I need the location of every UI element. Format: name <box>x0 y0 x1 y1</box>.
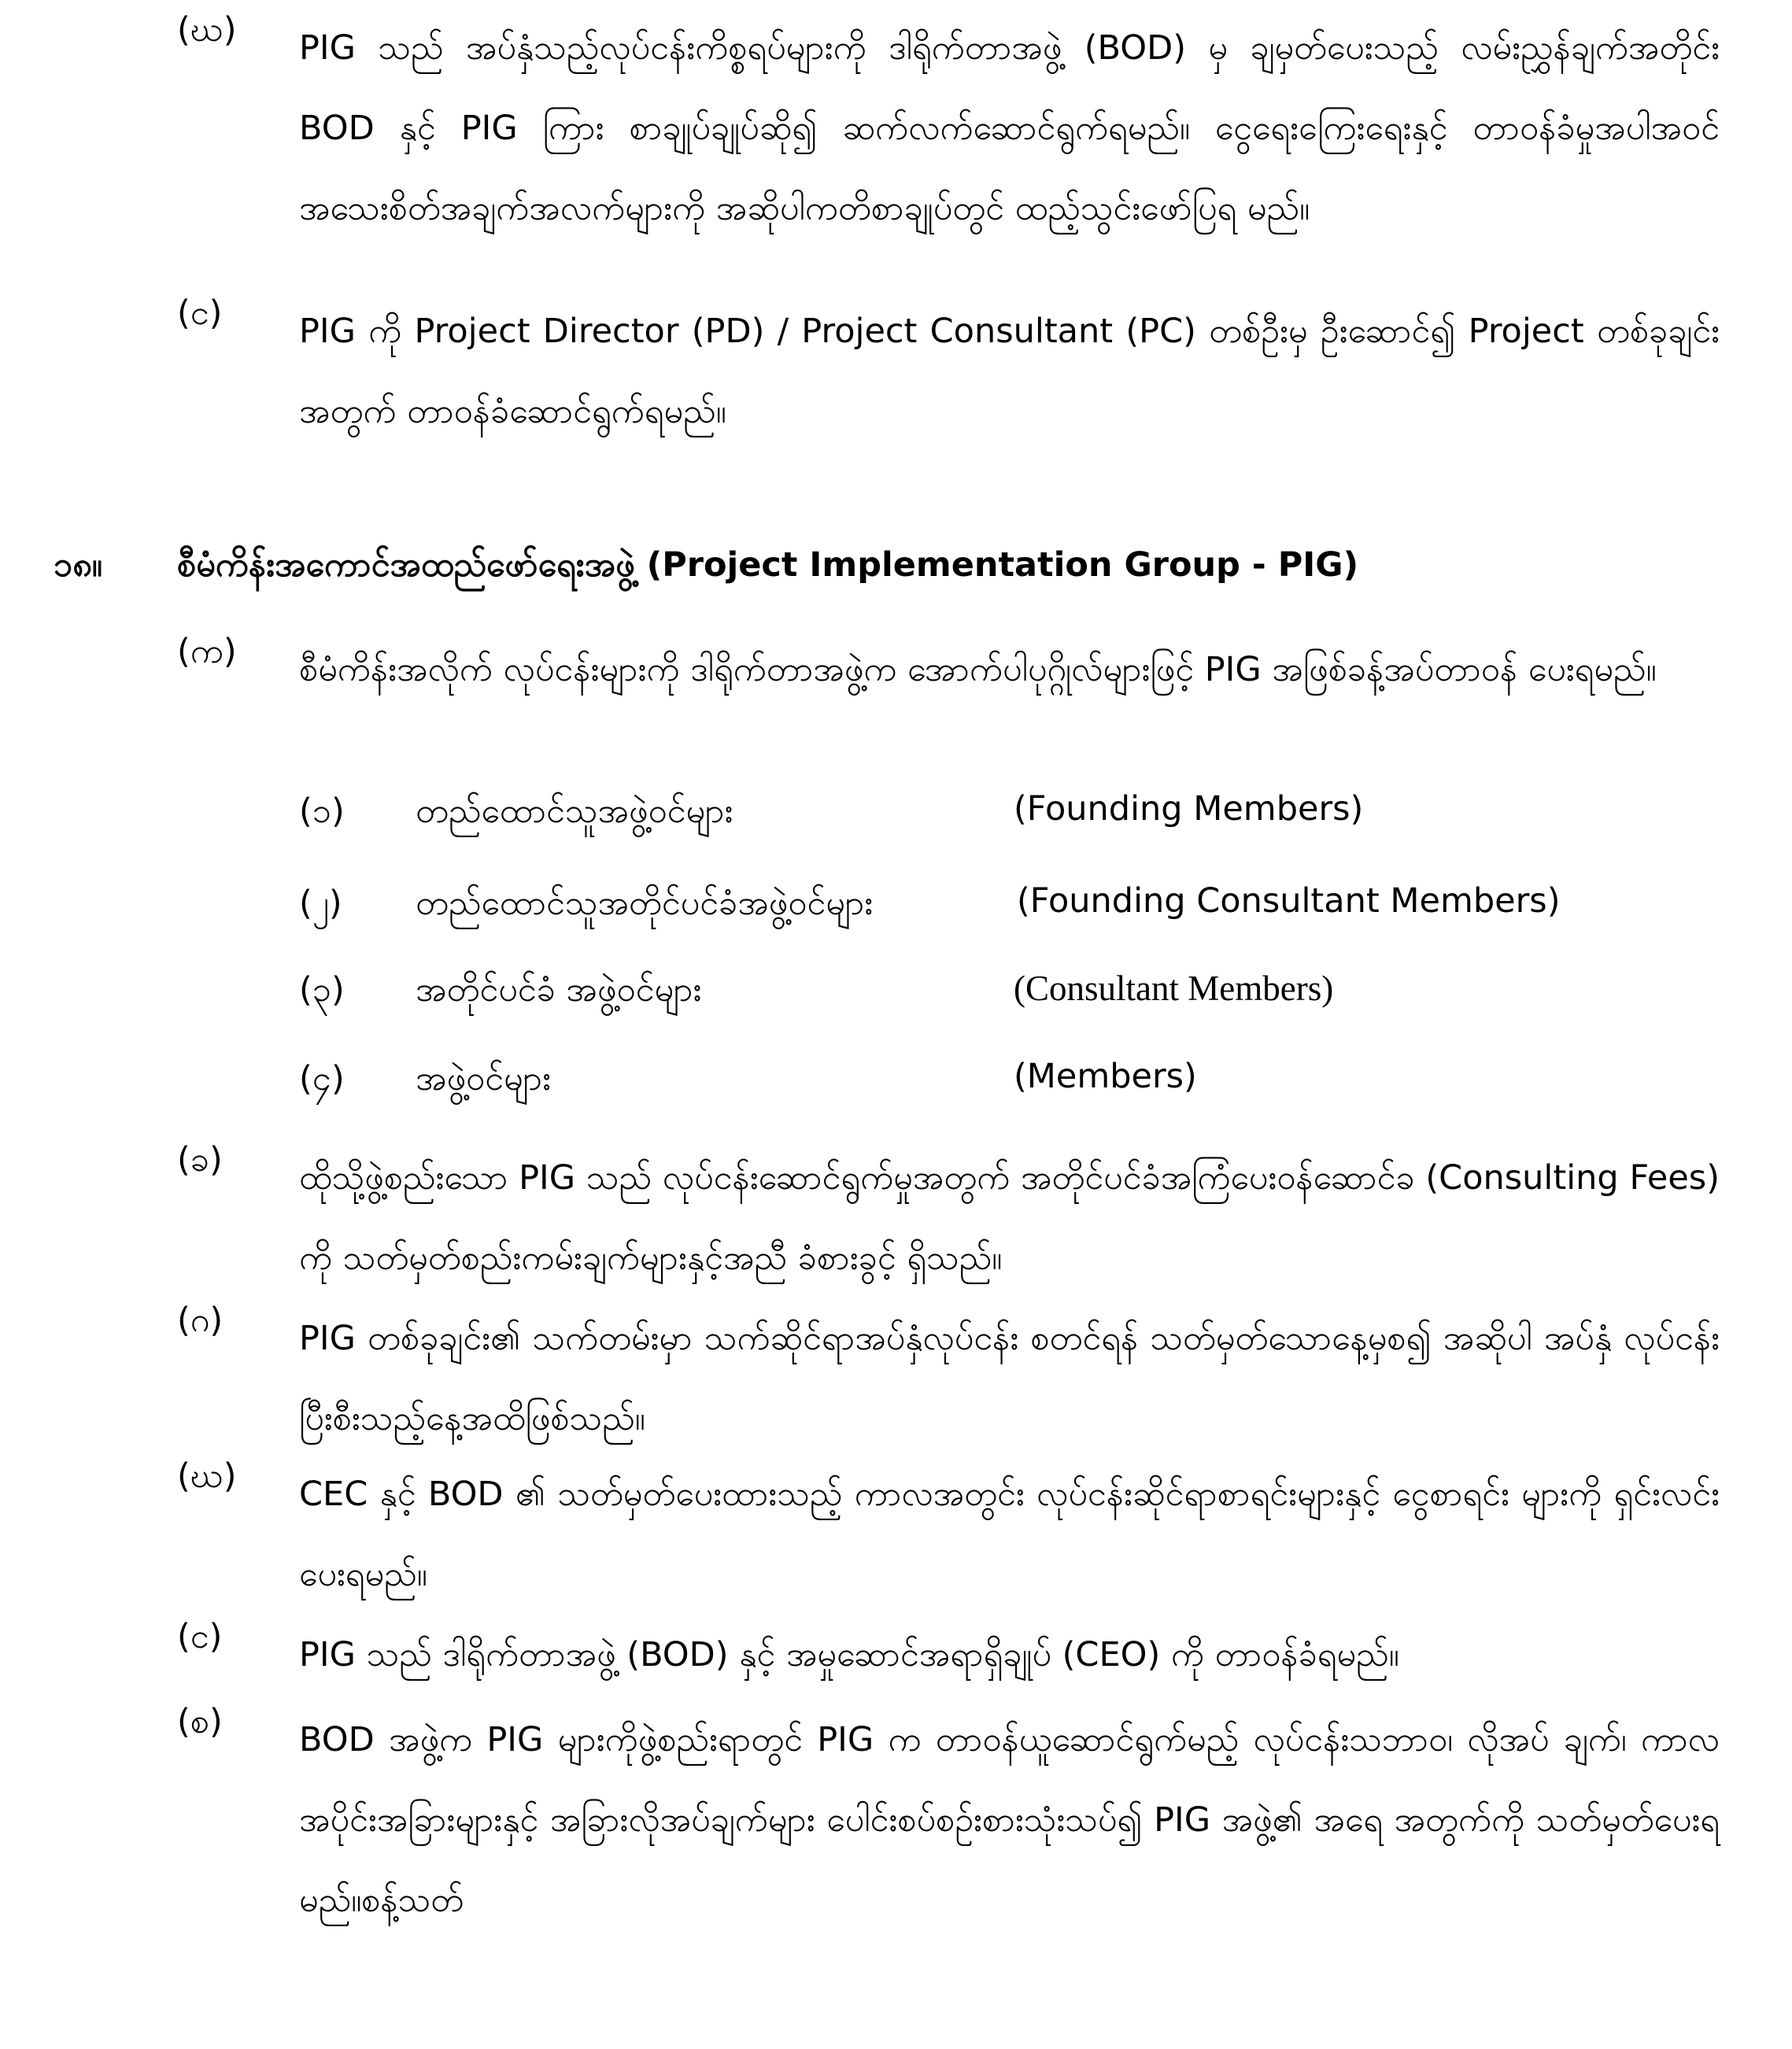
section-title: စီမံကိန်းအကောင်အထည်ဖော်ရေးအဖွဲ့ (Project Implementation Group - PIG) <box>177 545 1359 585</box>
list-marker: (စ) <box>177 1702 223 1741</box>
paragraph-text: PIG သည် အပ်နှံသည့်လုပ်ငန်းကိစ္စရပ်များကို ဒါရိုက်တာအဖွဲ့ (BOD) မှ ချမှတ်ပေးသည့် လမ်းညွှန်ချက်အတိုင်း BOD နှင့် PIG ကြား စာချုပ်ချုပ်ဆို၍ ဆက်လက်ဆောင်ရွက်ရမည်။ ငွေရေးကြေးရေးနှင့် တာဝန်ခံမှုအပါအဝင် အသေးစိတ်အချက်အလက်များကို အဆိုပါကတိစာချုပ်တွင် ထည့်သွင်းဖော်ပြရ မည်။ <box>299 28 1720 228</box>
list-item-gha <box>177 1454 1720 1594</box>
list-marker: (ဂ) <box>177 1301 224 1340</box>
list-marker: (င) <box>177 294 223 333</box>
list-marker: (က) <box>177 632 237 671</box>
sub-list-number: (၄) <box>299 1059 345 1098</box>
sub-list-english: (Members) <box>1014 1057 1197 1096</box>
paragraph-text: စီမံကိန်းအလိုက် လုပ်ငန်းများကို ဒါရိုက်တာအဖွဲ့က အောက်ပါပုဂ္ဂိုလ်များဖြင့် PIG အဖြစ်ခန့်အပ်တာဝန် ပေးရမည်။ <box>299 650 1657 689</box>
list-item-gha-top <box>177 8 1720 260</box>
paragraph-text: CEC နှင့် BOD ၏ သတ်မှတ်ပေးထားသည့် ကာလအတွင်း လုပ်ငန်းဆိုင်ရာစာရင်းများနှင့် ငွေစာရင်း များကို ရှင်းလင်းပေးရမည်။ <box>299 1475 1720 1594</box>
sub-list-number: (၃) <box>299 970 345 1010</box>
sub-list-number: (၂) <box>299 884 342 923</box>
sub-list-item <box>299 1057 1716 1104</box>
list-marker: (ဃ) <box>177 1456 237 1496</box>
paragraph-text: BOD အဖွဲ့က PIG များကိုဖွဲ့စည်းရာတွင် PIG က တာဝန်ယူဆောင်ရွက်မည့် လုပ်ငန်းသဘာဝ၊ လိုအပ် ချက်၊ ကာလအပိုင်းအခြားများနှင့် အခြားလိုအပ်ချက်များ ပေါင်းစပ်စဉ်းစားသုံးသပ်၍ PIG အဖွဲ့၏ အရေ အတွက်ကို သတ်မှတ်ပေးရမည်။စန့်သတ် <box>299 1720 1720 1920</box>
paragraph-text: ထိုသို့ဖွဲ့စည်းသော PIG သည် လုပ်ငန်းဆောင်ရွက်မှုအတွက် အတိုင်ပင်ခံအကြံပေးဝန်ဆောင်ခ (Consulting Fees) ကို သတ်မှတ်စည်းကမ်းချက်များနှင့်အညီ ခံစားခွင့် ရှိသည်။ <box>299 1158 1720 1278</box>
sub-list-item <box>299 968 1716 1015</box>
list-item-sa <box>177 1700 1720 1951</box>
paragraph-text: PIG သည် ဒါရိုက်တာအဖွဲ့ (BOD) နှင့် အမှုဆောင်အရာရှိချုပ် (CEO) ကို တာဝန်ခံရမည်။ <box>299 1635 1399 1674</box>
sub-list-english: (Consultant Members) <box>1014 969 1334 1008</box>
sub-list-number: (၁) <box>299 792 345 831</box>
sub-list-label: တည်ထောင်သူအတိုင်ပင်ခံအဖွဲ့ဝင်များ <box>416 884 874 923</box>
section-number: ၁၈။ <box>54 545 102 585</box>
list-item-kha <box>177 1138 1720 1278</box>
paragraph-text: PIG တစ်ခုချင်း၏ သက်တမ်းမှာ သက်ဆိုင်ရာအပ်နှံလုပ်ငန်း စတင်ရန် သတ်မှတ်သောနေ့မှစ၍ အဆိုပါ အပ်နှံ လုပ်ငန်း ပြီးစီးသည့်နေ့အထိဖြစ်သည်။ <box>299 1319 1720 1438</box>
sub-list-label: တည်ထောင်သူအဖွဲ့ဝင်များ <box>416 792 733 831</box>
sub-list-item <box>299 881 1716 929</box>
list-item-ka <box>177 629 1720 755</box>
list-marker: (င) <box>177 1617 223 1656</box>
sub-list-english: (Founding Members) <box>1014 789 1364 829</box>
list-marker: (ဃ) <box>177 10 237 50</box>
section-heading <box>54 543 1706 590</box>
list-item-ga <box>177 1298 1720 1438</box>
sub-list-label: အဖွဲ့ဝင်များ <box>416 1059 551 1098</box>
sub-list-english: (Founding Consultant Members) <box>1017 881 1561 921</box>
sub-list-item <box>299 789 1716 836</box>
list-marker: (ခ) <box>177 1140 223 1180</box>
sub-list-label: အတိုင်ပင်ခံ အဖွဲ့ဝင်များ <box>416 970 702 1010</box>
paragraph-text: PIG ကို Project Director (PD) / Project Consultant (PC) တစ်ဦးမှ ဦးဆောင်၍ Project တစ်ခုချင်း အတွက် တာဝန်ခံဆောင်ရွက်ရမည်။ <box>299 312 1720 431</box>
list-item-nga <box>177 1615 1720 1674</box>
list-item-nga-top <box>177 291 1720 431</box>
